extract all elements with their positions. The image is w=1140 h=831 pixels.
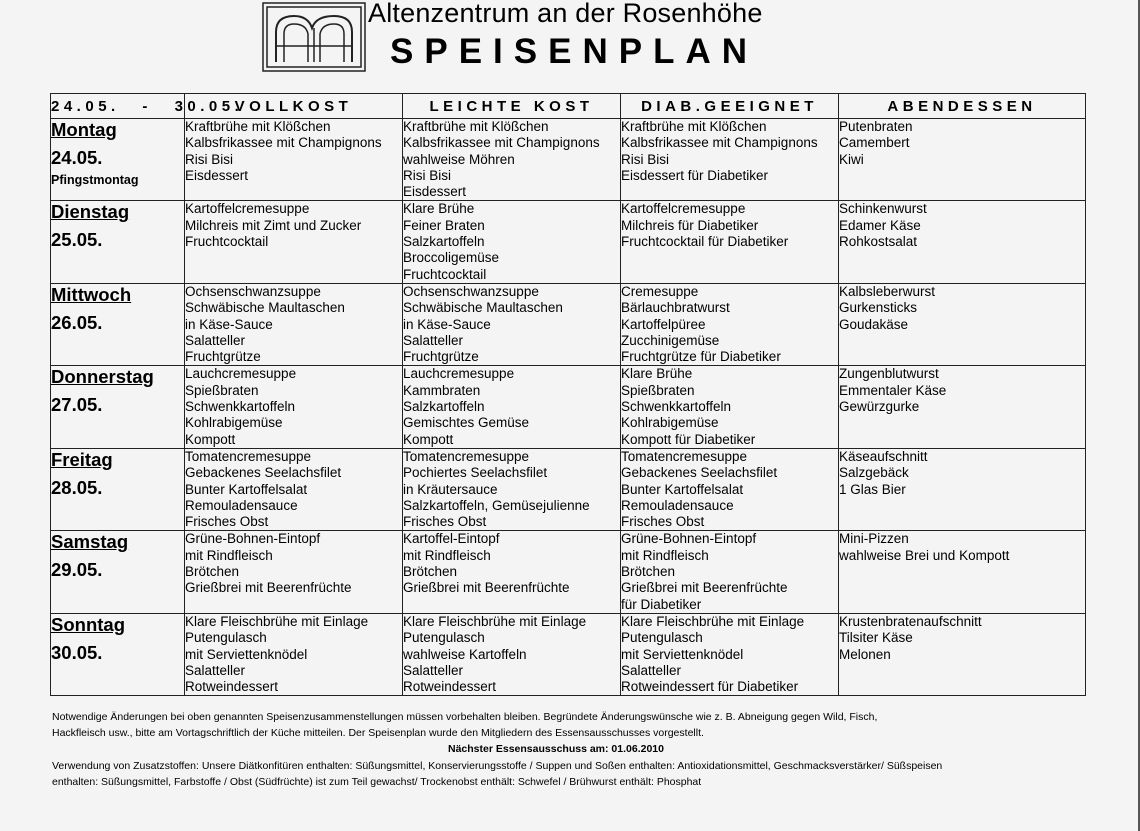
meal-cell-diab-geeignet	[621, 201, 839, 283]
dish-item: wahlweise Brei und Kompott	[839, 547, 1010, 563]
dish-item: Brötchen	[403, 564, 458, 580]
dish-item: Schwäbische Maultaschen	[185, 300, 345, 316]
dish-item: Zungenblutwurst	[839, 366, 939, 382]
dish-item: Kraftbrühe mit Klößchen	[185, 119, 331, 134]
day-date: 30.05.	[51, 641, 103, 663]
meal-cell-abendessen	[839, 531, 1086, 613]
dish-item: Klare Fleischbrühe mit Einlage	[185, 613, 369, 629]
day-cell	[51, 283, 185, 365]
dish-item: Risi Bisi	[621, 151, 670, 167]
dish-item: Kompott für Diabetiker	[621, 431, 756, 447]
day-row	[51, 366, 1086, 448]
dish-item: Eisdessert	[403, 184, 467, 200]
dish-item: Bunter Kartoffelsalat	[621, 481, 744, 497]
dish-item: Salzkartoffeln	[403, 234, 485, 250]
day-cell	[51, 366, 185, 448]
dish-item: Frisches Obst	[185, 514, 269, 530]
dish-item: Kartoffel-Eintopf	[403, 531, 500, 547]
dish-item: Klare Brühe	[403, 201, 475, 217]
dish-item: Fruchtcocktail	[185, 234, 269, 250]
dish-item: Kohlrabigemüse	[185, 415, 283, 431]
dish-item: Tomatencremesuppe	[621, 448, 748, 464]
meal-cell-diab-geeignet	[621, 448, 839, 530]
organization-name: Altenzentrum an der Rosenhöhe	[368, 0, 763, 28]
meal-cell-diab-geeignet	[621, 531, 839, 613]
weekday-name: Montag	[51, 119, 117, 140]
dish-item: Kartoffelcremesuppe	[185, 201, 310, 217]
dish-item: Emmentaler Käse	[839, 382, 947, 398]
dish-item: Kraftbrühe mit Klößchen	[621, 119, 767, 134]
menu-table	[50, 93, 1086, 696]
day-date: 24.05.	[51, 147, 103, 168]
meal-cell-vollkost	[185, 366, 403, 448]
dish-item: Kartoffelcremesuppe	[621, 201, 746, 217]
weekday-name: Freitag	[51, 448, 113, 470]
dish-item: Ochsenschwanzsuppe	[403, 283, 539, 299]
footer-line-2: Hackfleisch usw., bitte am Vortagschriftlich der Küche mitteilen. Der Speisenplan wurde den Mitgliedern des Essensausschusses vorgestellt.	[52, 727, 704, 740]
day-date: 27.05.	[51, 394, 103, 416]
weekday-name: Sonntag	[51, 613, 125, 635]
dish-item: Broccoligemüse	[403, 250, 500, 266]
meal-cell-leichte-kost	[403, 613, 621, 695]
dish-item: Tomatencremesuppe	[403, 448, 530, 464]
dish-item: Schinkenwurst	[839, 201, 927, 217]
dish-item: Spießbraten	[621, 382, 695, 398]
meal-cell-abendessen	[839, 201, 1086, 283]
dish-item: mit Rindfleisch	[403, 547, 491, 563]
meal-cell-leichte-kost	[403, 201, 621, 283]
dish-item: Salatteller	[621, 662, 682, 678]
day-date: 26.05.	[51, 311, 103, 333]
dish-item: für Diabetiker	[621, 596, 702, 612]
dish-item: Goudakäse	[839, 316, 909, 332]
dish-item: Rotweindessert für Diabetiker	[621, 679, 799, 695]
footer-line-1: Notwendige Änderungen bei oben genannten Speisenzusammenstellungen müssen vorbehalten bleiben. Begründete Änderungswünsche wie z. B. Abneigung gegen Wild, Fisch,	[52, 711, 878, 723]
dish-item: Melonen	[839, 646, 891, 662]
day-cell	[51, 613, 185, 695]
meal-cell-vollkost	[185, 201, 403, 283]
dish-item: Fruchtgrütze	[403, 349, 479, 365]
day-cell	[51, 201, 185, 283]
day-row	[51, 119, 1086, 201]
dish-item: Fruchtgrütze für Diabetiker	[621, 349, 781, 365]
weekday-name: Dienstag	[51, 201, 130, 223]
dish-item: Klare Brühe	[621, 366, 693, 382]
meal-cell-abendessen	[839, 119, 1086, 201]
dish-item: Fruchtgrütze	[185, 349, 261, 365]
dish-item: Bärlauchbratwurst	[621, 300, 730, 316]
footer-line-5: enthalten: Süßungsmittel, Farbstoffe / Obst (Südfrüchte) ist zum Teil gewachst/ Trockenobst enthält: Schwefel / Brühwurst enthält: Phosphat	[52, 775, 702, 788]
column-header-abendessen: ABENDESSEN	[839, 94, 1086, 119]
dish-item: Gebackenes Seelachsfilet	[185, 465, 342, 481]
dish-item: Putenbraten	[839, 119, 913, 134]
dish-item: Cremesuppe	[621, 283, 699, 299]
dish-item: Milchreis für Diabetiker	[621, 217, 759, 233]
day-cell	[51, 531, 185, 613]
dish-item: Grüne-Bohnen-Eintopf	[621, 531, 757, 547]
document-title: SPEISENPLAN	[390, 32, 758, 71]
meal-cell-diab-geeignet	[621, 366, 839, 448]
holiday-note: Pfingstmontag	[51, 173, 139, 187]
dish-item: Mini-Pizzen	[839, 531, 909, 547]
meal-cell-vollkost	[185, 613, 403, 695]
dish-item: Milchreis mit Zimt und Zucker	[185, 217, 362, 233]
day-date: 28.05.	[51, 476, 103, 498]
dish-item: Kiwi	[839, 151, 864, 167]
dish-item: Putengulasch	[621, 630, 703, 646]
organization-logo	[262, 2, 366, 72]
meal-cell-abendessen	[839, 448, 1086, 530]
dish-item: Eisdessert für Diabetiker	[621, 167, 769, 183]
dish-item: Fruchtcocktail	[403, 266, 487, 282]
dish-item: in Käse-Sauce	[185, 316, 273, 332]
dish-item: Remouladensauce	[621, 497, 734, 513]
dish-item: Klare Fleischbrühe mit Einlage	[403, 613, 587, 629]
dish-item: Risi Bisi	[403, 167, 452, 183]
meal-cell-vollkost	[185, 283, 403, 365]
dish-item: Putengulasch	[403, 630, 485, 646]
column-header-leichte-kost: LEICHTE KOST	[403, 94, 621, 119]
dish-item: Klare Fleischbrühe mit Einlage	[621, 613, 805, 629]
dish-item: Schwäbische Maultaschen	[403, 300, 563, 316]
dish-item: Grüne-Bohnen-Eintopf	[185, 531, 321, 547]
dish-item: Grießbrei mit Beerenfrüchte	[185, 580, 352, 596]
day-cell	[51, 448, 185, 530]
dish-item: Kammbraten	[403, 382, 481, 398]
dish-item: Spießbraten	[185, 382, 259, 398]
dish-item: Grießbrei mit Beerenfrüchte	[403, 580, 570, 596]
dish-item: Kohlrabigemüse	[621, 415, 719, 431]
dish-item: 1 Glas Bier	[839, 481, 906, 497]
dish-item: Brötchen	[185, 564, 240, 580]
dish-item: Feiner Braten	[403, 217, 485, 233]
dish-item: Schwenkkartoffeln	[185, 399, 296, 415]
column-header-diab-geeignet: DIAB.GEEIGNET	[621, 94, 839, 119]
dish-item: Frisches Obst	[403, 514, 487, 530]
dish-item: Gebackenes Seelachsfilet	[621, 465, 778, 481]
meal-cell-abendessen	[839, 613, 1086, 695]
meal-cell-diab-geeignet	[621, 613, 839, 695]
dish-item: Kompott	[403, 431, 454, 447]
dish-item: Salatteller	[185, 662, 246, 678]
footer-notes	[52, 709, 942, 790]
day-row	[51, 283, 1086, 365]
date-range-header	[51, 94, 244, 119]
meal-cell-vollkost	[185, 119, 403, 201]
dish-item: Kalbsleberwurst	[839, 283, 936, 299]
dish-item: Rohkostsalat	[839, 234, 918, 250]
day-row	[51, 448, 1086, 530]
weekday-name: Samstag	[51, 531, 129, 553]
dish-item: Krustenbratenaufschnitt	[839, 613, 982, 629]
dish-item: Salzkartoffeln	[403, 399, 485, 415]
dish-item: Zucchinigemüse	[621, 332, 720, 348]
dish-item: Frisches Obst	[621, 514, 705, 530]
dish-item: in Kräutersauce	[403, 481, 498, 497]
dish-item: Salzgebäck	[839, 465, 909, 481]
meal-cell-diab-geeignet	[621, 283, 839, 365]
dish-item: Ochsenschwanzsuppe	[185, 283, 321, 299]
dish-item: Kompott	[185, 431, 236, 447]
dish-item: Edamer Käse	[839, 217, 921, 233]
dish-item: in Käse-Sauce	[403, 316, 491, 332]
meal-cell-leichte-kost	[403, 366, 621, 448]
meal-cell-leichte-kost	[403, 119, 621, 201]
date-range-from: 24.05.	[51, 97, 120, 115]
date-range-to: 30.05.	[174, 97, 244, 115]
weekday-name: Mittwoch	[51, 283, 132, 305]
dish-item: Putengulasch	[185, 630, 267, 646]
dish-item: Fruchtcocktail für Diabetiker	[621, 234, 789, 250]
dish-item: Salatteller	[403, 662, 464, 678]
dish-item: Lauchcremesuppe	[403, 366, 515, 382]
dish-item: Kraftbrühe mit Klößchen	[403, 119, 549, 134]
dish-item: Remouladensauce	[185, 497, 298, 513]
meal-cell-leichte-kost	[403, 531, 621, 613]
dish-item: Gurkensticks	[839, 300, 918, 316]
dish-item: Kalbsfrikassee mit Champignons	[185, 135, 382, 151]
next-committee-date: Nächster Essensausschuss am: 01.06.2010	[448, 743, 664, 756]
dish-item: Gewürzgurke	[839, 399, 920, 415]
dish-item: Lauchcremesuppe	[185, 366, 297, 382]
dish-item: mit Serviettenknödel	[185, 646, 308, 662]
header-row	[51, 94, 1086, 119]
day-row	[51, 531, 1086, 613]
meal-cell-leichte-kost	[403, 283, 621, 365]
dish-item: Rotweindessert	[185, 679, 279, 695]
dish-item: Camembert	[839, 135, 910, 151]
meal-cell-diab-geeignet	[621, 119, 839, 201]
dish-item: mit Rindfleisch	[185, 547, 273, 563]
dish-item: Salatteller	[403, 332, 464, 348]
dish-item: Salatteller	[185, 332, 246, 348]
dish-item: wahlweise Kartoffeln	[403, 646, 527, 662]
dish-item: Schwenkkartoffeln	[621, 399, 732, 415]
date-range-separator: -	[142, 97, 152, 115]
dish-item: Gemischtes Gemüse	[403, 415, 530, 431]
dish-item: Kalbsfrikassee mit Champignons	[403, 135, 600, 151]
dish-item: Tomatencremesuppe	[185, 448, 312, 464]
dish-item: Grießbrei mit Beerenfrüchte	[621, 580, 788, 596]
day-row	[51, 613, 1086, 695]
day-row	[51, 201, 1086, 283]
weekday-name: Donnerstag	[51, 366, 154, 388]
column-header-vollkost: VOLLKOST	[185, 94, 403, 119]
meal-cell-leichte-kost	[403, 448, 621, 530]
dish-item: mit Serviettenknödel	[621, 646, 744, 662]
dish-item: Eisdessert	[185, 167, 249, 183]
dish-item: Salzkartoffeln, Gemüsejulienne	[403, 497, 590, 513]
day-date: 25.05.	[51, 229, 103, 251]
dish-item: mit Rindfleisch	[621, 547, 709, 563]
dish-item: Käseaufschnitt	[839, 448, 928, 464]
dish-item: Brötchen	[621, 564, 676, 580]
dish-item: Bunter Kartoffelsalat	[185, 481, 308, 497]
dish-item: Risi Bisi	[185, 151, 234, 167]
dish-item: wahlweise Möhren	[403, 151, 515, 167]
dish-item: Pochiertes Seelachsfilet	[403, 465, 548, 481]
meal-cell-vollkost	[185, 448, 403, 530]
day-date: 29.05.	[51, 559, 103, 581]
dish-item: Kartoffelpüree	[621, 316, 706, 332]
day-cell	[51, 119, 185, 201]
meal-cell-vollkost	[185, 531, 403, 613]
meal-cell-abendessen	[839, 366, 1086, 448]
dish-item: Rotweindessert	[403, 679, 497, 695]
meal-cell-abendessen	[839, 283, 1086, 365]
dish-item: Kalbsfrikassee mit Champignons	[621, 135, 818, 151]
footer-line-4: Verwendung von Zusatzstoffen: Unsere Diätkonfitüren enthalten: Süßungsmittel, Konservierungsstoffe / Suppen und Soßen enthalten: Antioxidationsmittel, Geschmacksverstärker/ Süßspeisen	[52, 759, 943, 772]
dish-item: Tilsiter Käse	[839, 630, 913, 646]
